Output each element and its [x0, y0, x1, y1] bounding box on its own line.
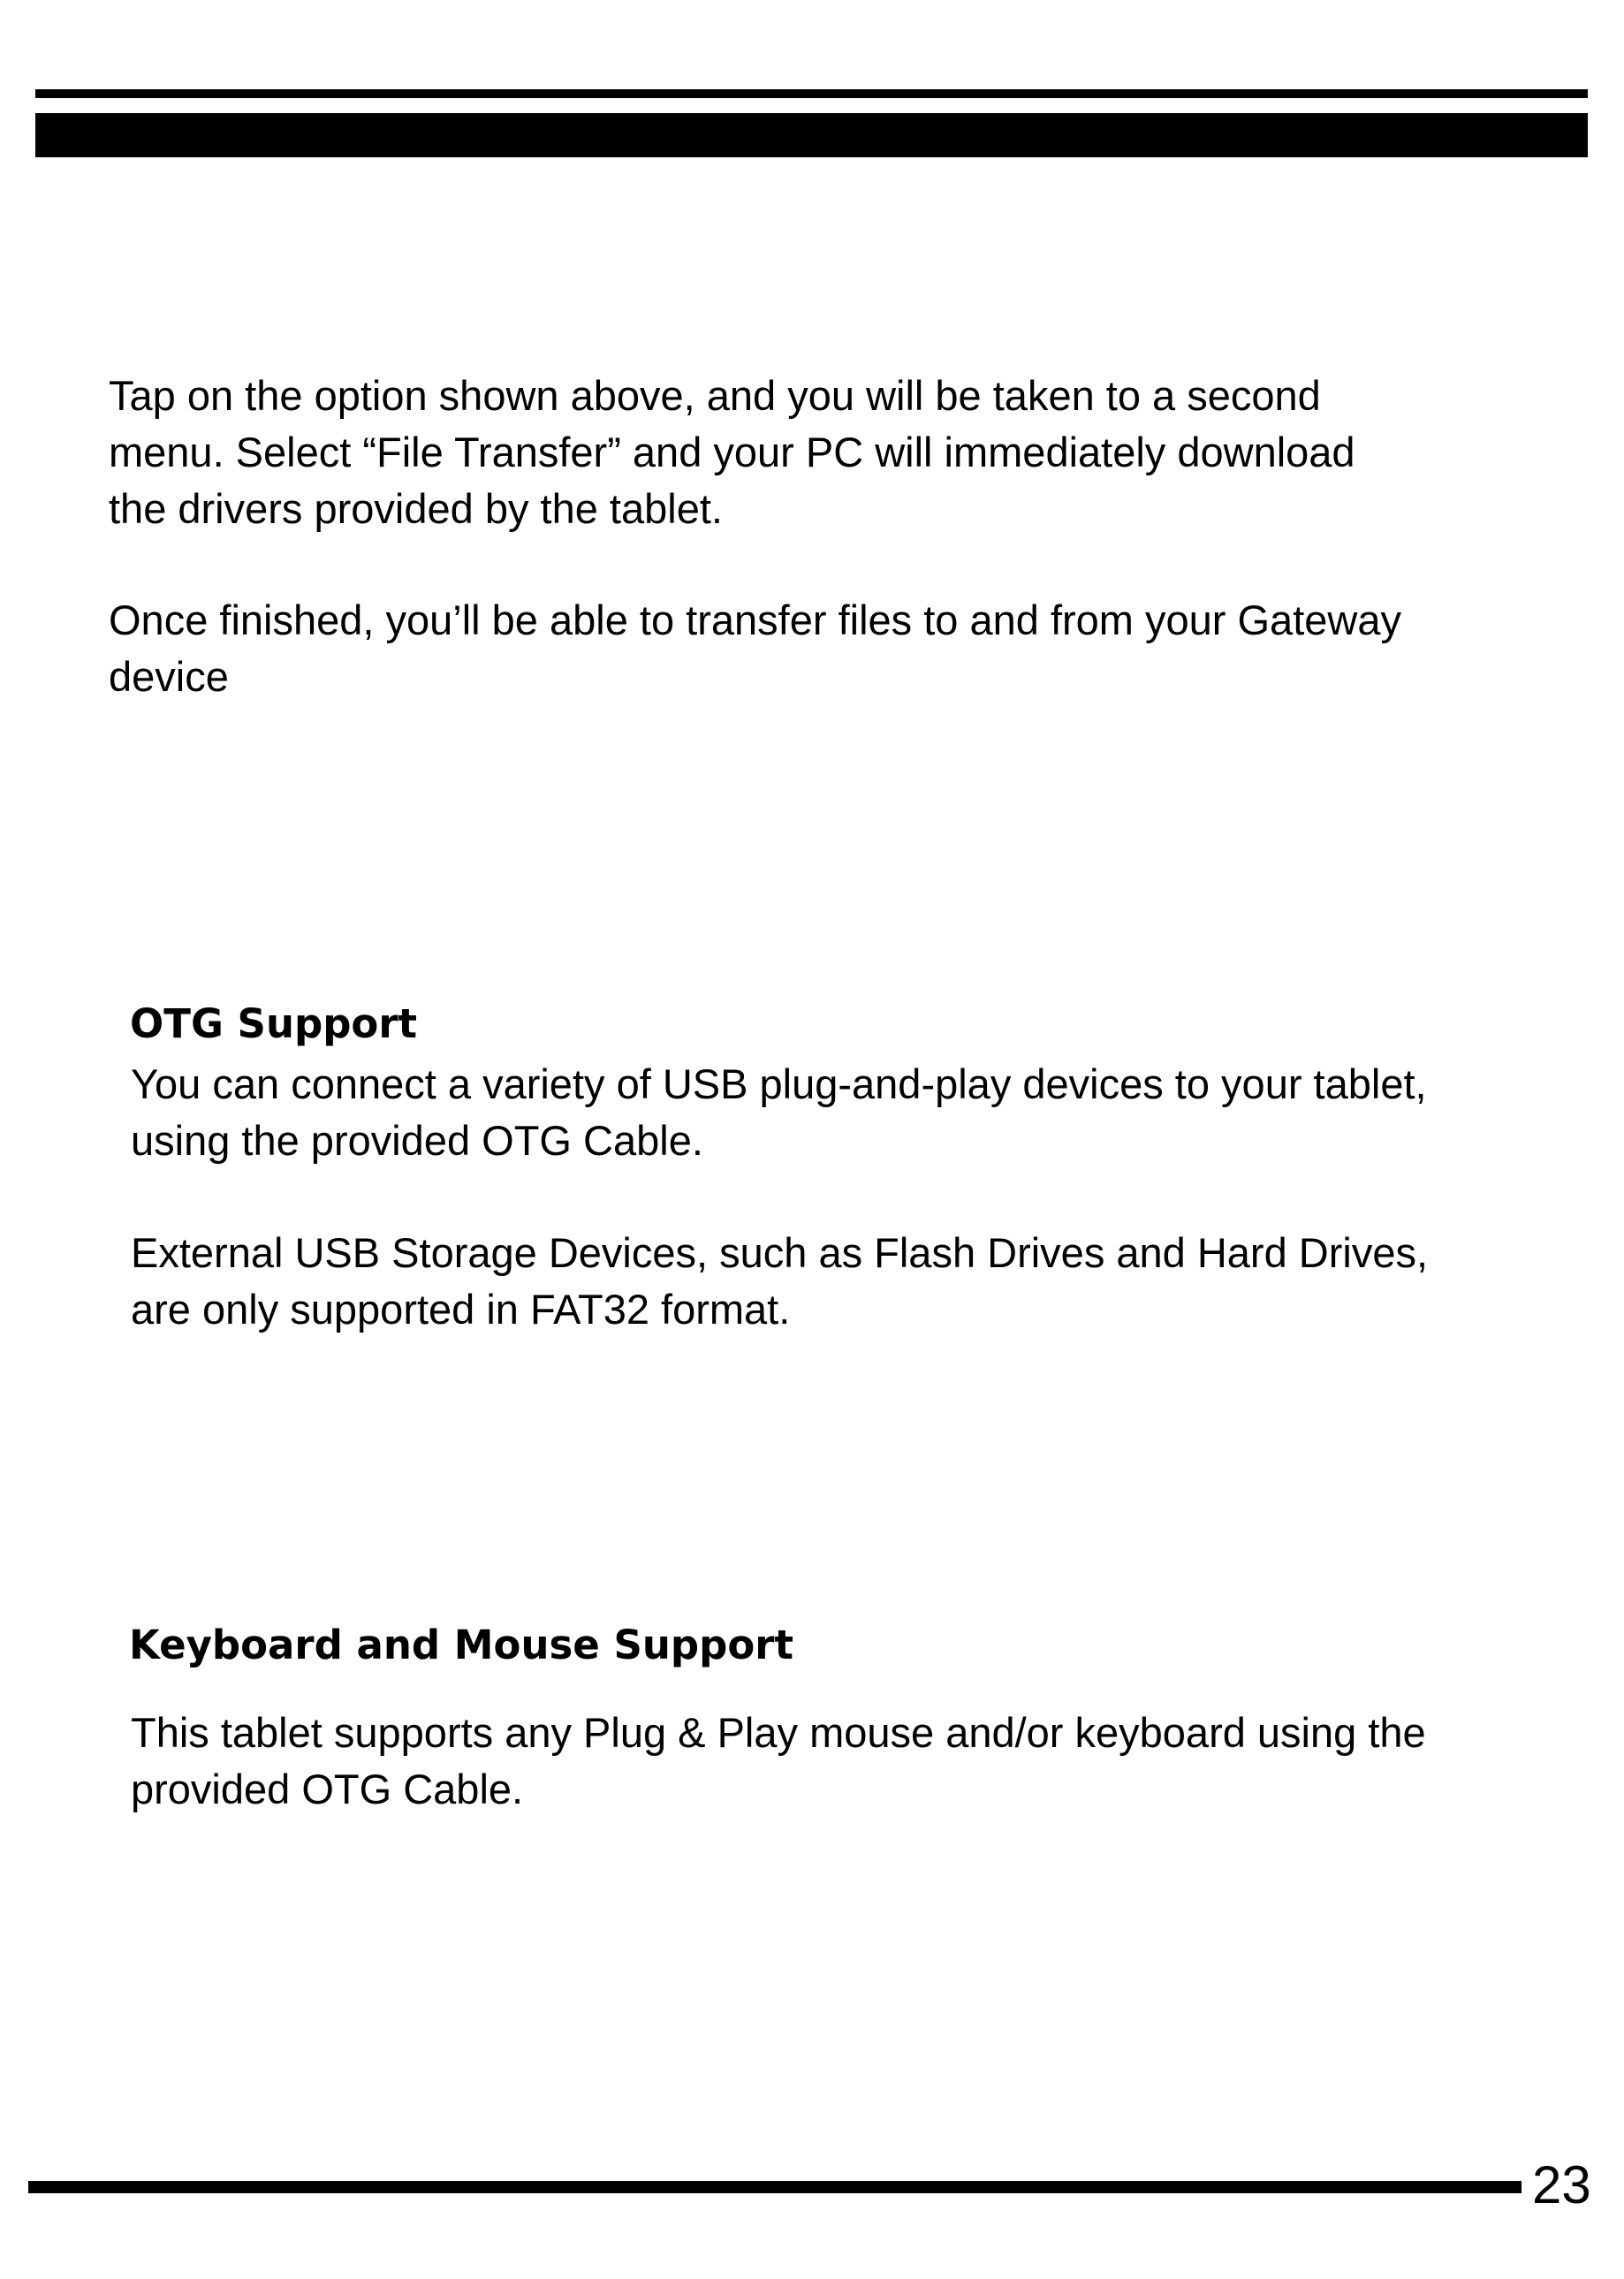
page-number: 23	[1532, 2155, 1591, 2214]
file-transfer-instructions: Tap on the option shown above, and you will be taken to a second menu. Select “File Transfer” and your PC will immediately download the drivers provided by the tablet.	[109, 372, 1355, 532]
otg-support-description: You can connect a variety of USB plug-and-play devices to your tablet, using the provided OTG Cable.	[131, 1060, 1427, 1164]
header-rule-thin	[35, 89, 1588, 98]
keyboard-mouse-heading: Keyboard and Mouse Support	[129, 1622, 793, 1668]
footer-rule	[28, 2181, 1522, 2193]
keyboard-mouse-description: This tablet supports any Plug & Play mouse and/or keyboard using the provided OTG Cable.	[131, 1709, 1426, 1812]
otg-support-heading: OTG Support	[130, 1000, 418, 1047]
file-transfer-result: Once finished, you’ll be able to transfer files to and from your Gateway device	[109, 596, 1401, 700]
otg-storage-note: External USB Storage Devices, such as Flash Drives and Hard Drives, are only supported in FAT32 format.	[131, 1229, 1429, 1333]
header-bar	[35, 113, 1588, 157]
